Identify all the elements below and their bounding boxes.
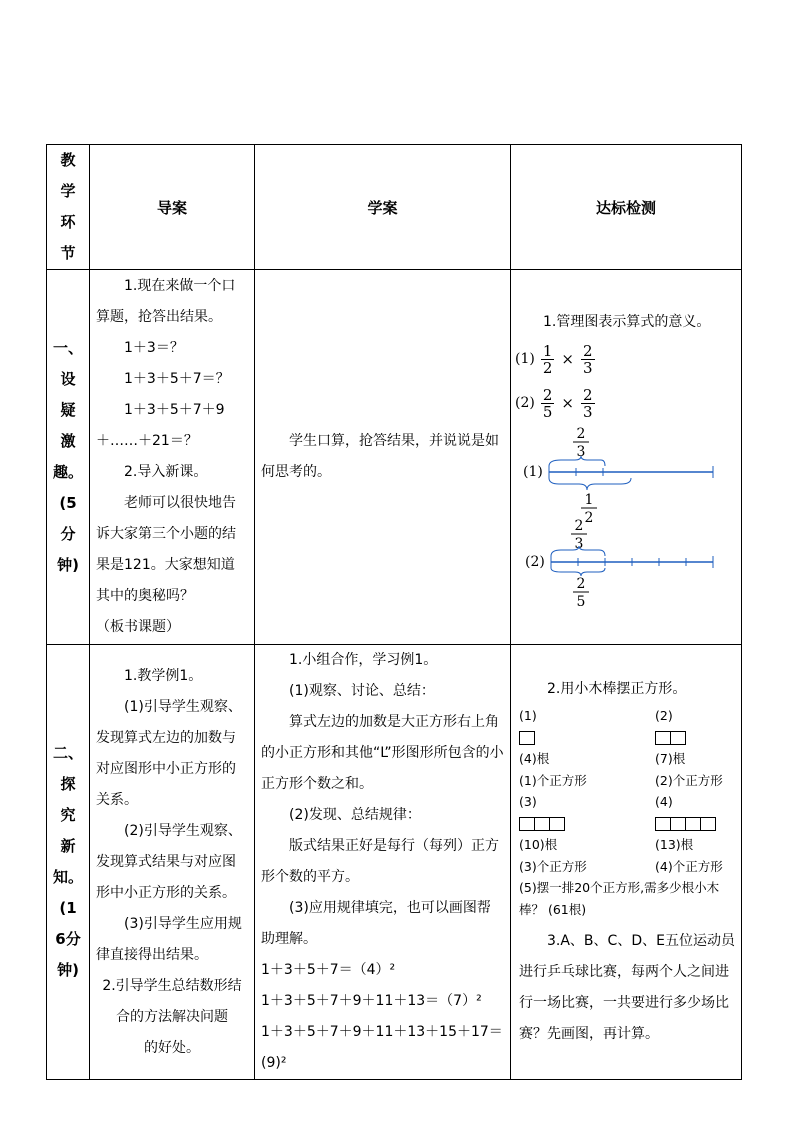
header-study: 学案 — [255, 145, 511, 270]
section2-check: 2.用小木棒摆正方形。 (1) (4)根 (1)个正方形 (2) (7)根 (2)个正方形 (3) (10)根 (3)个正方形 (4) (13)根 (4)个正方形 (5)摆一排20个正方形,需多少根小木棒？ (61根) 3.A、B、C、D、E五位运动员进行乒乓球比赛，每两个人之间进行一场比赛，一共要进行多少场比赛？先画图，再计算。 — [511, 645, 742, 1080]
item-3: (3) (10)根 (3)个正方形 — [519, 794, 587, 874]
d1-top-num: 2 — [576, 425, 586, 442]
d2-top-den: 3 — [574, 535, 584, 552]
d2-label: (2) — [525, 553, 545, 570]
header-stage: 教 学 环 节 — [47, 145, 90, 270]
section2-row — [47, 645, 742, 1080]
square-icon — [670, 817, 686, 831]
section2-study: 1.小组合作，学习例1。 (1)观察、讨论、总结： 算式左边的加数是大正方形右上角的小正方形和其他“L”形图形所包含的小正方形个数之和。 (2)发现、总结规律： 版式结果正好是每行（每列）正方形个数的平方。 (3)应用规律填完，也可以画图帮助理解。 1＋3＋5＋7＝（4）² 1＋3＋5＋7＋9＋11＋13＝（7）² 1＋3＋5＋7＋9＋11＋13＋15＋17＝(9)² — [255, 645, 511, 1080]
header-row — [47, 145, 742, 270]
d1-label: (1) — [523, 463, 543, 480]
fraction: $\frac{2}{3}$ — [582, 386, 593, 421]
d2-top-num: 2 — [574, 517, 584, 534]
square-icon — [549, 817, 565, 831]
section1-stage: 一、 设 疑 激 趣。 (5 分 钟) — [47, 270, 90, 645]
d2-bottom-den: 5 — [576, 593, 586, 608]
stick-squares-grid — [519, 705, 737, 877]
fraction: $\frac{2}{3}$ — [582, 342, 593, 377]
section1-check: 1.管理图表示算式的意义。 (1) $\frac{1}{2}$ × $\frac{2}{3}$ (2) $\frac{2}{5}$ × $\frac{2}{3}$ 2 3 (1) 1 2 2 3 (2) 2 5 — [511, 270, 742, 645]
square-icon — [655, 731, 671, 745]
header-check: 达标检测 — [511, 145, 742, 270]
item-2: (2) (7)根 (2)个正方形 — [655, 708, 723, 788]
d1-bottom-den: 2 — [584, 509, 594, 526]
fraction: $\frac{1}{2}$ — [542, 342, 553, 377]
square-icon — [519, 817, 535, 831]
square-icon — [519, 731, 535, 745]
section1-study: 学生口算，抢答结果，并说说是如何思考的。 — [255, 270, 511, 645]
lesson-plan-table — [46, 144, 742, 1080]
section2-guide: 1.教学例1。 (1)引导学生观察、发现算式左边的加数与对应图形中小正方形的关系。 (2)引导学生观察、发现算式结果与对应图形中小正方形的关系。 (3)引导学生应用规律直接得出结果。 2.引导学生总结数形结合的方法解决问题 的好处。 — [90, 645, 255, 1080]
item-4: (4) (13)根 (4)个正方形 — [655, 794, 723, 874]
fraction-bar-diagrams — [515, 426, 735, 608]
square-icon — [685, 817, 701, 831]
section1-guide: 1.现在来做一个口算题，抢答出结果。 1＋3＝？ 1＋3＋5＋7＝？ 1＋3＋5＋7＋9 ＋……＋21＝？ 2.导入新课。 老师可以很快地告诉大家第三个小题的结果是121。大家想知道其中的奥秘吗？ （板书课题） — [90, 270, 255, 645]
header-guide: 导案 — [90, 145, 255, 270]
square-icon — [700, 817, 716, 831]
diagram-2 — [525, 518, 713, 608]
fraction: $\frac{2}{5}$ — [542, 386, 553, 421]
expression-1: (1) $\frac{1}{2}$ × $\frac{2}{3}$ — [515, 342, 593, 377]
d1-bottom-num: 1 — [584, 491, 594, 508]
diagram-1 — [523, 426, 713, 526]
section1-row — [47, 270, 742, 645]
item-1: (1) (4)根 (1)个正方形 — [519, 708, 587, 788]
square-icon — [670, 731, 686, 745]
square-icon — [534, 817, 550, 831]
expression-2: (2) $\frac{2}{5}$ × $\frac{2}{3}$ — [515, 386, 593, 421]
section2-stage: 二、 探 究 新 知。 (1 6分 钟) — [47, 645, 90, 1080]
d2-bottom-num: 2 — [576, 575, 586, 592]
d1-top-den: 3 — [576, 443, 586, 460]
square-icon — [655, 817, 671, 831]
